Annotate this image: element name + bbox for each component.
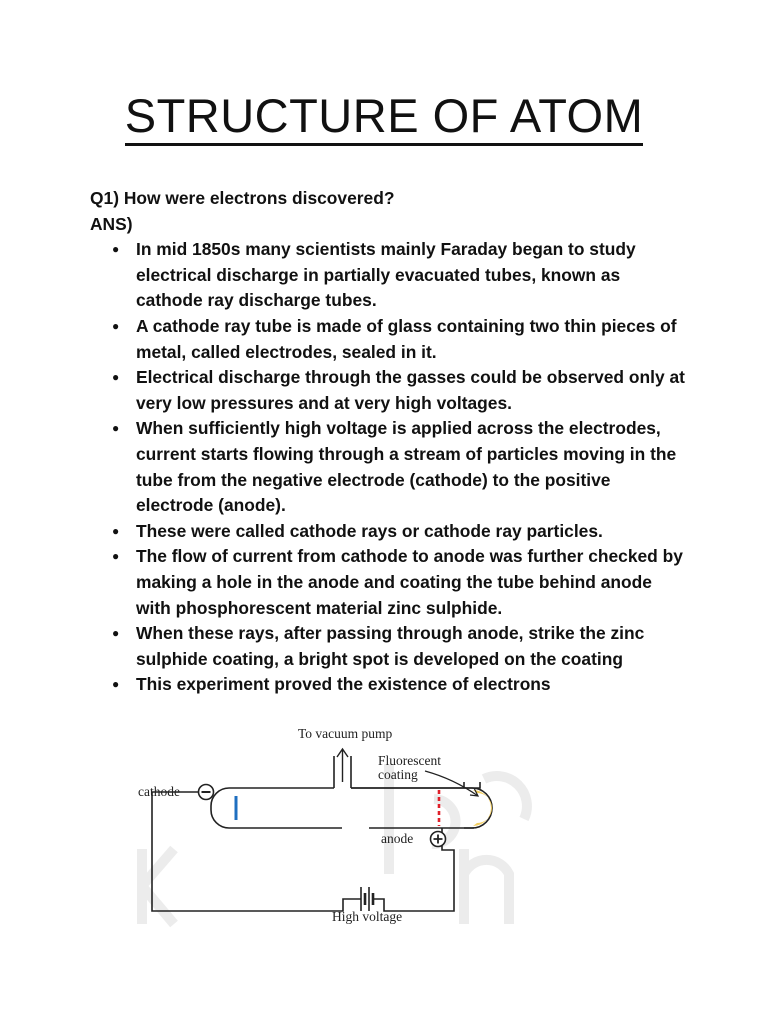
label-anode: anode (381, 831, 414, 846)
circuit-wire (152, 792, 454, 911)
bullet-item: ● The flow of current from cathode to anode was further checked by making a hole in the anode and coating the tube behind anode with phosphorescent material zinc sulphide. (90, 544, 690, 621)
page-title (0, 88, 768, 143)
document-body (90, 186, 690, 698)
vacuum-arrow (337, 749, 348, 782)
label-cathode: cathode (138, 784, 180, 799)
label-high-voltage: High voltage (332, 909, 403, 924)
bullet-list (90, 237, 690, 698)
coating-pointer-arrow (425, 771, 478, 796)
bullet-item: ● In mid 1850s many scientists mainly Faraday began to study electrical discharge in partially evacuated tubes, known as cathode ray discharge tubes. (90, 237, 690, 314)
label-vacuum-pump: To vacuum pump (298, 726, 393, 741)
battery-symbol (361, 887, 373, 911)
glass-tube-end (464, 788, 492, 828)
question-text: Q1) How were electrons discovered? (90, 188, 395, 208)
page-title-text: STRUCTURE OF ATOM (125, 89, 644, 146)
answer-label: ANS) (90, 213, 133, 234)
bullet-item: ● These were called cathode rays or cathode ray particles. (90, 519, 690, 545)
bullet-item: ● When these rays, after passing through anode, strike the zinc sulphide coating, a bright spot is developed on the coating (90, 621, 690, 672)
label-coating: coating (378, 767, 418, 782)
bullet-item: ● A cathode ray tube is made of glass containing two thin pieces of metal, called electrodes, sealed in it. (90, 314, 690, 365)
cathode-ray-tube-diagram (134, 724, 534, 934)
label-fluorescent: Fluorescent (378, 753, 441, 768)
bullet-item: ● When sufficiently high voltage is applied across the electrodes, current starts flowing through a stream of particles moving in the tube from the negative electrode (cathode) to the positive electrode (anode). (90, 416, 690, 518)
bullet-item: ● Electrical discharge through the gasses could be observed only at very low pressures and at very high voltages. (90, 365, 690, 416)
bullet-item: ● This experiment proved the existence of electrons (90, 672, 690, 698)
